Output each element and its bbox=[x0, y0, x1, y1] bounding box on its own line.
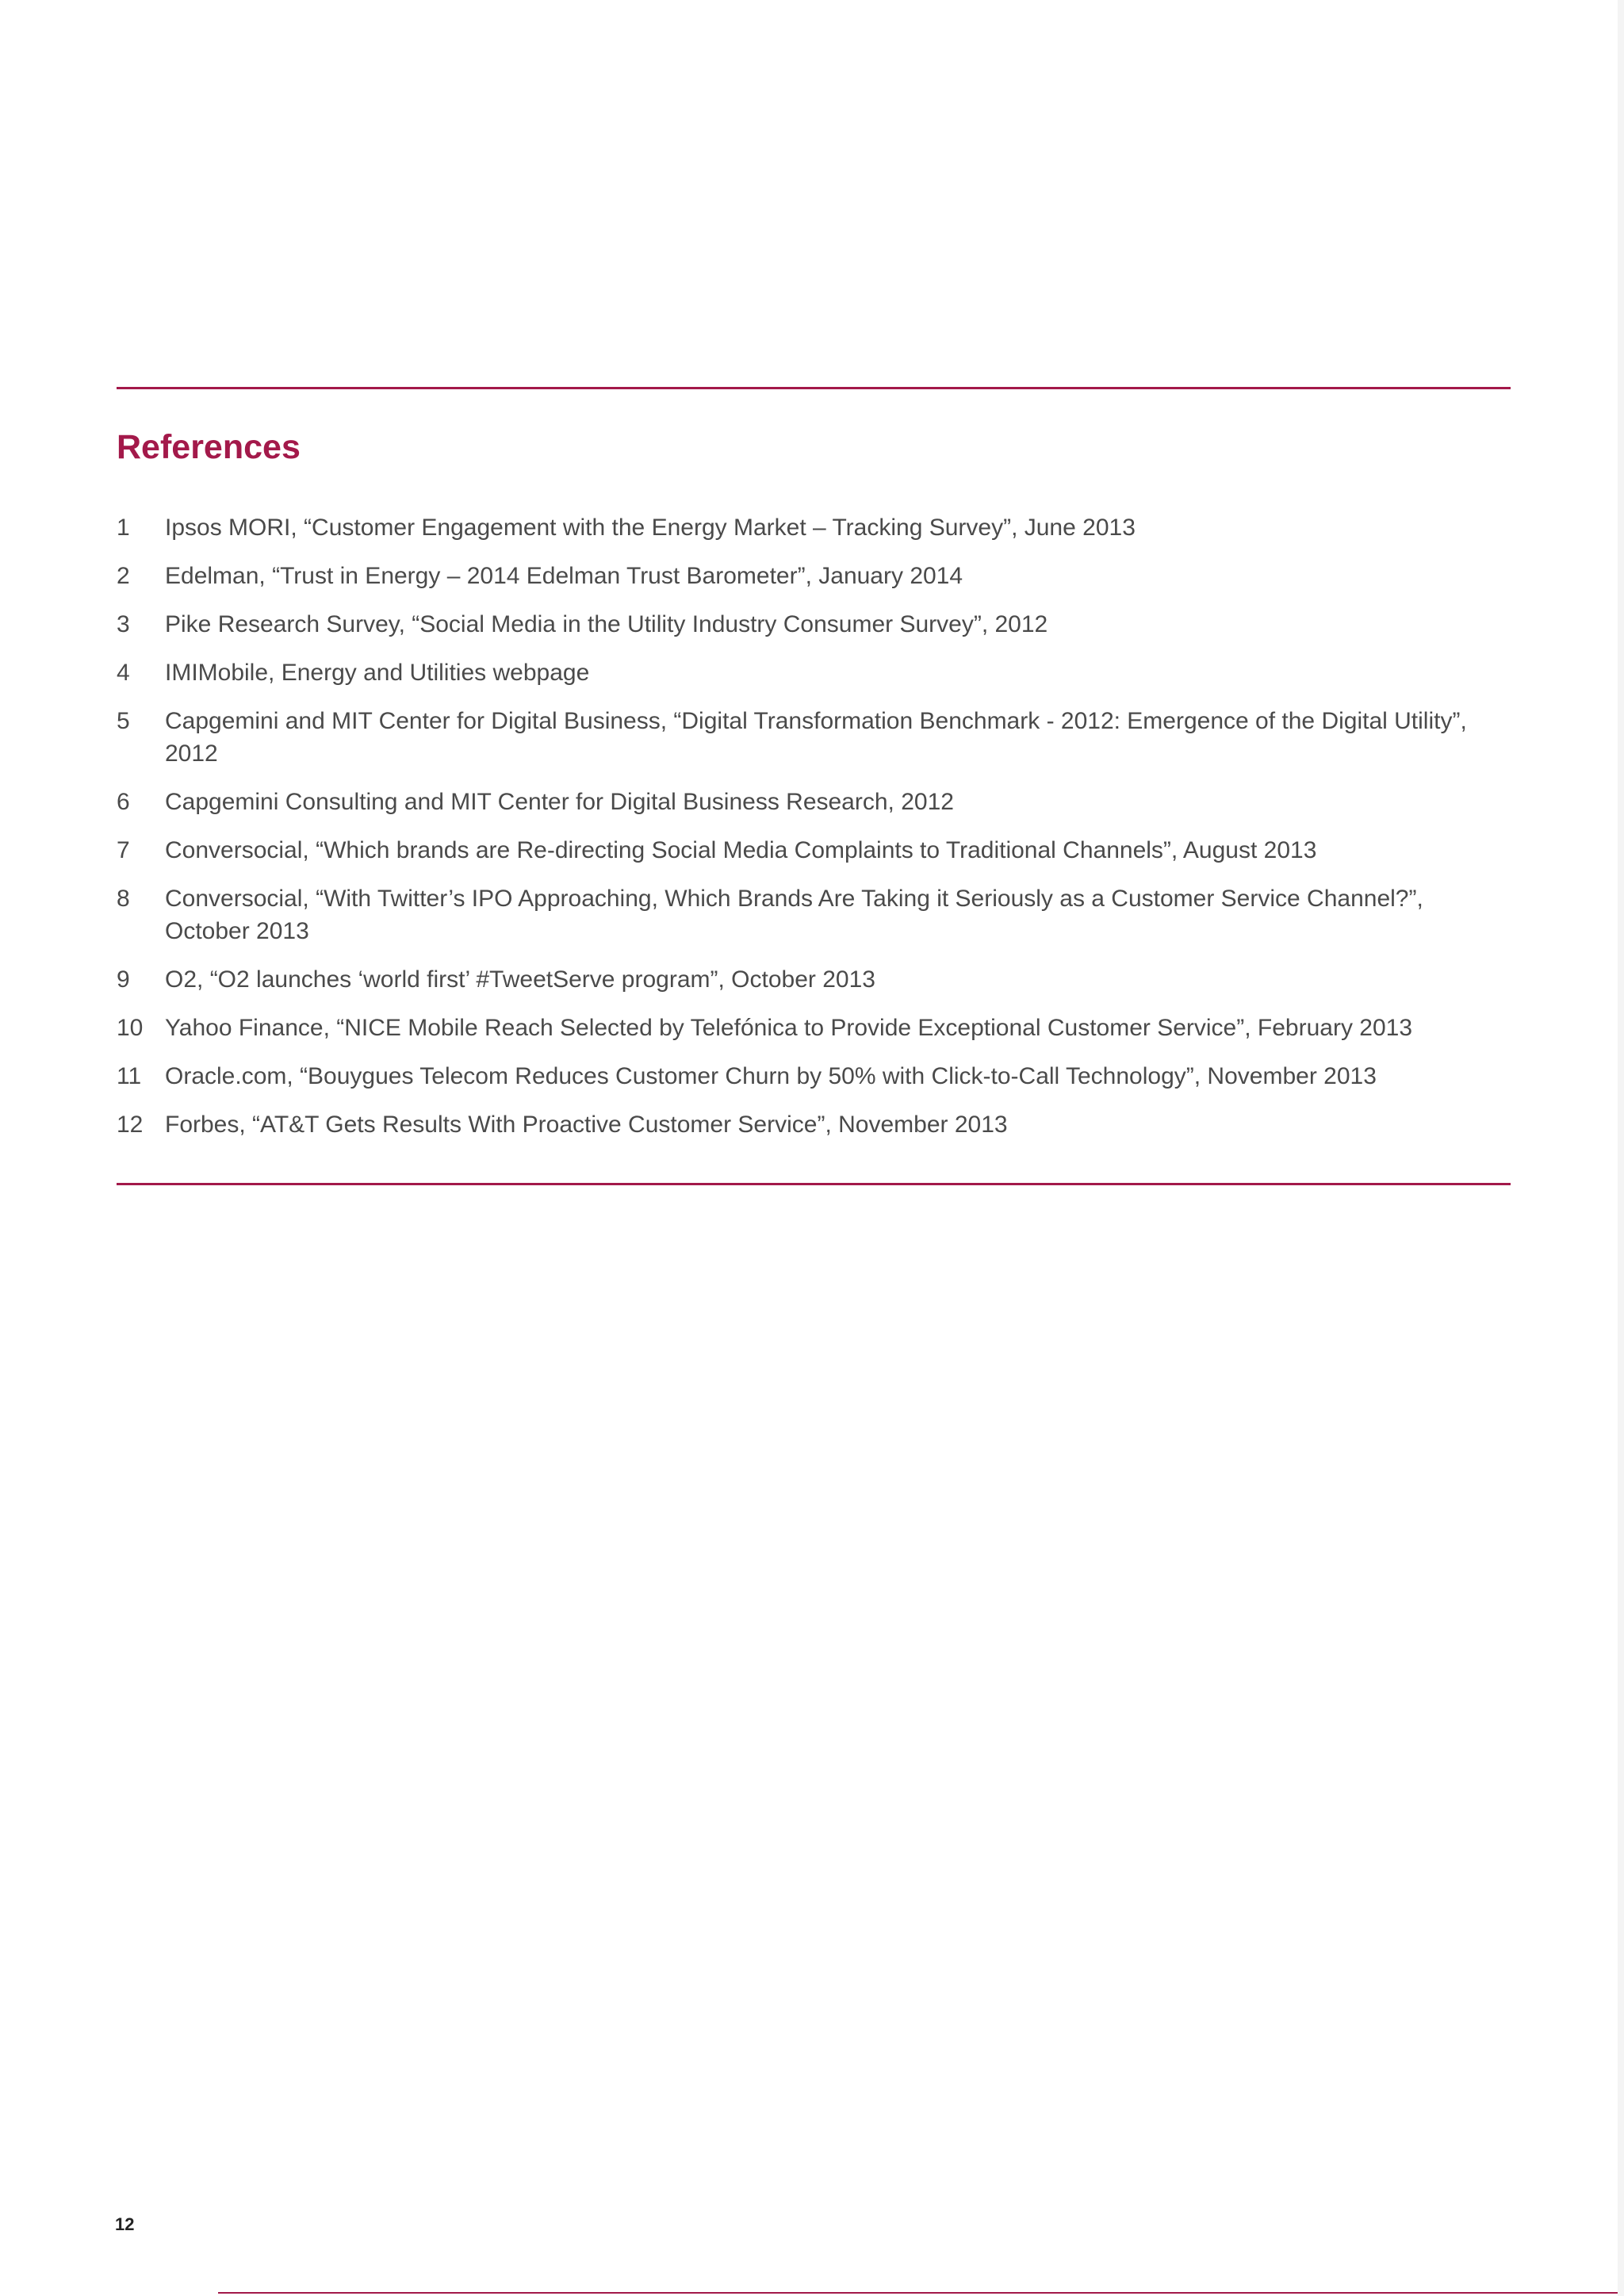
reference-item bbox=[117, 1012, 1511, 1044]
reference-item bbox=[117, 882, 1511, 947]
reference-item bbox=[117, 656, 1511, 689]
footer-line bbox=[218, 2292, 1624, 2294]
reference-item bbox=[117, 705, 1511, 770]
reference-text: Edelman, “Trust in Energy – 2014 Edelman Trust Barometer”, January 2014 bbox=[165, 563, 963, 589]
reference-text: Capgemini and MIT Center for Digital Business, “Digital Transformation Benchmark - 2012: Emergence of the Digital Utility”, 2012 bbox=[165, 708, 1467, 767]
reference-item bbox=[117, 963, 1511, 996]
reference-number: 9 bbox=[117, 966, 130, 993]
bottom-divider bbox=[117, 1183, 1511, 1185]
reference-item bbox=[117, 786, 1511, 818]
reference-item bbox=[117, 560, 1511, 592]
page-edge bbox=[1618, 0, 1624, 2296]
reference-text: Ipsos MORI, “Customer Engagement with the Energy Market – Tracking Survey”, June 2013 bbox=[165, 515, 1136, 541]
reference-number: 4 bbox=[117, 660, 130, 686]
reference-number: 12 bbox=[117, 1112, 144, 1138]
reference-item bbox=[117, 1060, 1511, 1093]
reference-item bbox=[117, 1108, 1511, 1141]
reference-text: Pike Research Survey, “Social Media in the Utility Industry Consumer Survey”, 2012 bbox=[165, 611, 1048, 637]
reference-text: Conversocial, “With Twitter’s IPO Approaching, Which Brands Are Taking it Seriously as a Customer Service Channel?”, October 2013 bbox=[165, 886, 1423, 944]
references-list bbox=[117, 511, 1511, 1157]
reference-text: Capgemini Consulting and MIT Center for Digital Business Research, 2012 bbox=[165, 789, 954, 815]
reference-number: 8 bbox=[117, 886, 130, 912]
reference-item bbox=[117, 511, 1511, 544]
reference-number: 6 bbox=[117, 789, 130, 815]
reference-number: 2 bbox=[117, 563, 130, 589]
reference-text: Forbes, “AT&T Gets Results With Proactive Customer Service”, November 2013 bbox=[165, 1112, 1008, 1138]
reference-text: Yahoo Finance, “NICE Mobile Reach Selected by Telefónica to Provide Exceptional Customer Service”, February 2013 bbox=[165, 1015, 1413, 1041]
page-number: 12 bbox=[115, 2214, 135, 2234]
reference-text: Conversocial, “Which brands are Re-directing Social Media Complaints to Traditional Channels”, August 2013 bbox=[165, 837, 1317, 863]
reference-item bbox=[117, 834, 1511, 867]
top-divider bbox=[117, 387, 1511, 389]
reference-number: 3 bbox=[117, 611, 130, 637]
reference-number: 10 bbox=[117, 1015, 144, 1041]
reference-number: 1 bbox=[117, 515, 130, 541]
reference-number: 7 bbox=[117, 837, 130, 863]
reference-item bbox=[117, 608, 1511, 641]
reference-number: 5 bbox=[117, 708, 130, 734]
reference-text: IMIMobile, Energy and Utilities webpage bbox=[165, 660, 590, 686]
reference-number: 11 bbox=[117, 1063, 142, 1089]
references-heading: References bbox=[117, 428, 301, 466]
reference-text: O2, “O2 launches ‘world first’ #TweetServe program”, October 2013 bbox=[165, 966, 875, 993]
reference-text: Oracle.com, “Bouygues Telecom Reduces Customer Churn by 50% with Click-to-Call Technology”, November 2013 bbox=[165, 1063, 1377, 1089]
